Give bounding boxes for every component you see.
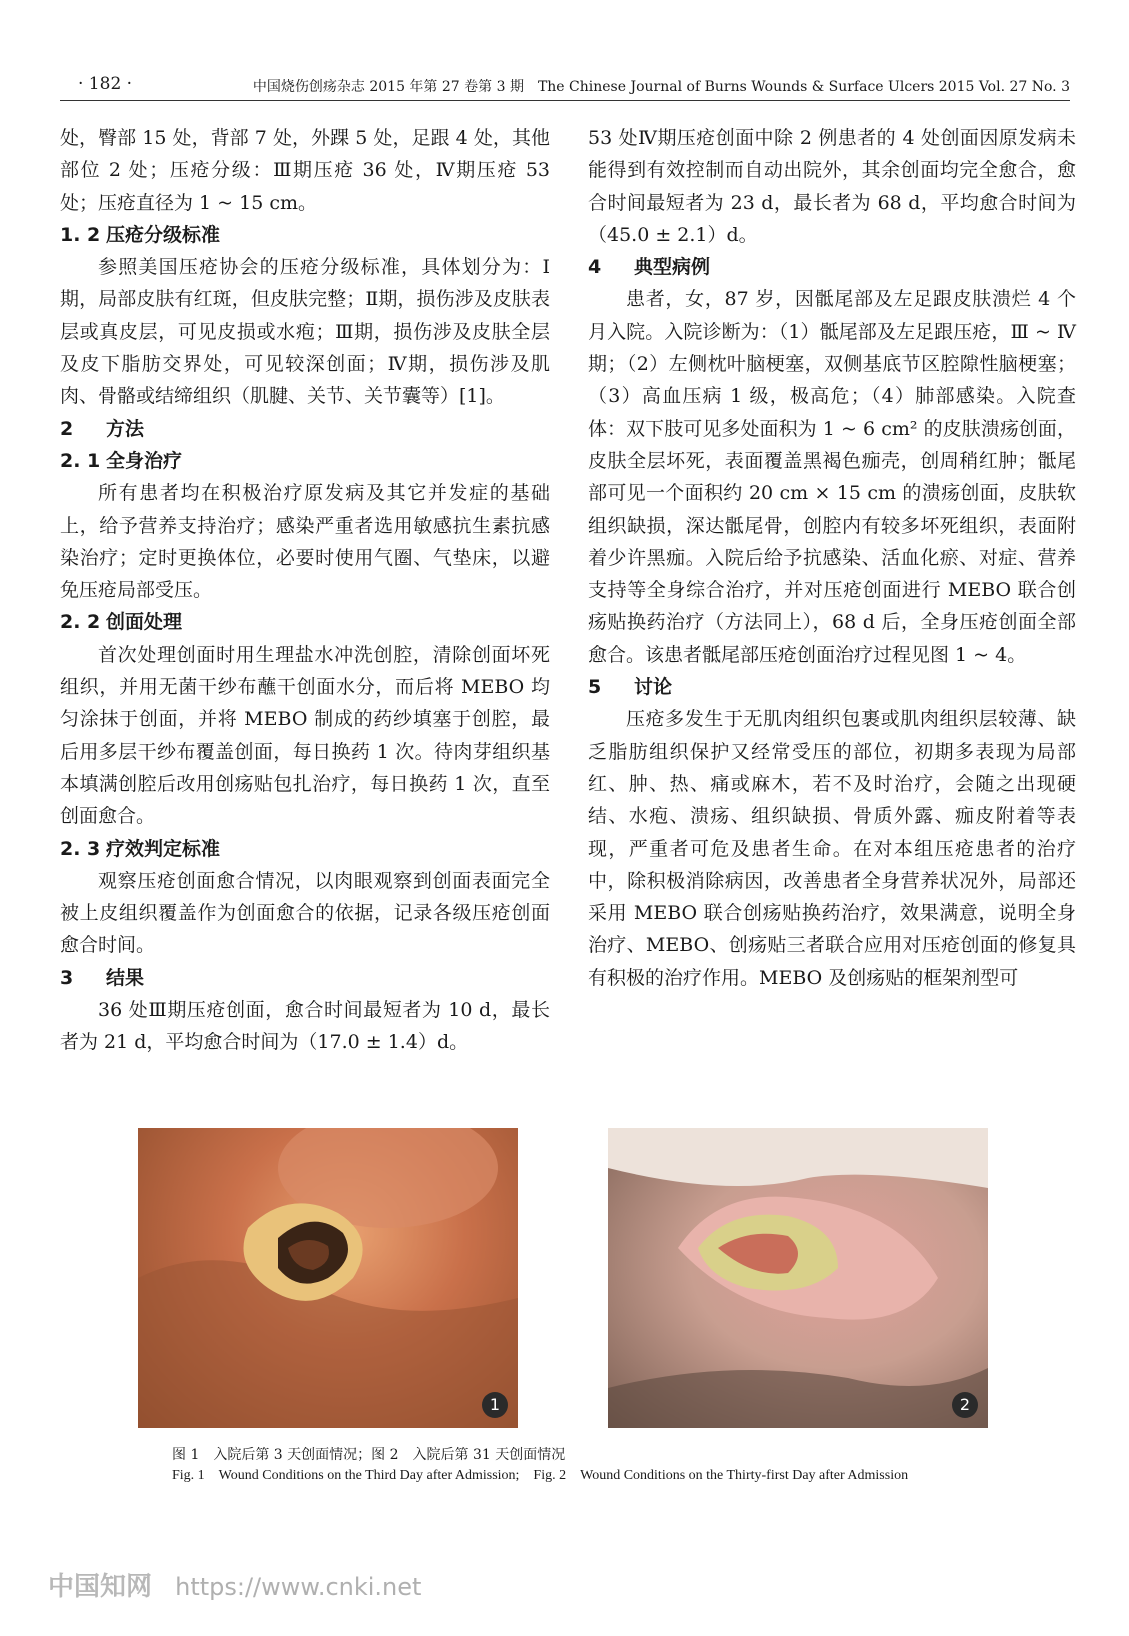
paragraph-efficacy-criteria: 观察压疮创面愈合情况，以肉眼观察到创面表面完全被上皮组织覆盖作为创面愈合的依据，记录各级压疮创面愈合时间。	[60, 869, 550, 957]
section-heading-2-3: 2. 3 疗效判定标准	[60, 837, 221, 860]
section-heading-2-1: 2. 1 全身治疗	[60, 449, 183, 472]
paragraph-wound-care: 首次处理创面时用生理盐水冲洗创腔，清除创面坏死组织，并用无菌干纱布蘸干创面水分，而后将 MEBO 均匀涂抹于创面，并将 MEBO 制成的药纱填塞于创腔，最后用多层干纱布覆盖创面，每日换药 1 次。待肉芽组织基本填满创腔后改用创疡贴包扎治疗，每日换药 1 次，直至创面愈合。	[60, 643, 550, 828]
figure-1-badge: 1	[482, 1392, 508, 1418]
figure-row	[120, 1128, 1040, 1428]
paragraph-discussion: 压疮多发生于无肌肉组织包裹或肌肉组织层较薄、缺乏脂肪组织保护又经常受压的部位，初期多表现为局部红、肿、热、痛或麻木，若不及时治疗，会随之出现硬结、水疱、溃疡、组织缺损、骨质外露、痂皮附着等表现，严重者可危及患者生命。在对本组压疮患者的治疗中，除积极消除病因，改善患者全身营养状况外，局部还采用 MEBO 联合创疡贴换药治疗，效果满意，说明全身治疗、MEBO、创疡贴三者联合应用对压疮创面的修复具有积极的治疗作用。MEBO 及创疡贴的框架剂型可	[588, 708, 1076, 989]
paragraph-results-continued: 53 处Ⅳ期压疮创面中除 2 例患者的 4 处创面因原发病未能得到有效控制而自动出院外，其余创面均完全愈合，愈合时间最短者为 23 d，最长者为 68 d，平均愈合时间为（45.0 ± 2.1）d。	[588, 127, 1076, 246]
left-column	[60, 122, 550, 1059]
figure-2-badge: 2	[952, 1392, 978, 1418]
section-heading-1-2: 1. 2 压疮分级标准	[60, 223, 221, 246]
running-header	[60, 72, 1070, 101]
figure-caption	[172, 1444, 972, 1486]
paragraph-continued: 处，臀部 15 处，背部 7 处，外踝 5 处，足跟 4 处，其他部位 2 处；压疮分级：Ⅲ期压疮 36 处，Ⅳ期压疮 53 处；压疮直径为 1 ~ 15 cm。	[60, 127, 550, 214]
cnki-watermark	[48, 1566, 421, 1603]
right-column	[588, 122, 1076, 994]
figure-caption-chinese: 图 1 入院后第 3 天创面情况；图 2 入院后第 31 天创面情况	[172, 1447, 566, 1463]
section-heading-2: 2 方法	[60, 417, 145, 440]
paragraph-staging-criteria: 参照美国压疮协会的压疮分级标准，具体划分为：Ⅰ期，局部皮肤有红斑，但皮肤完整；Ⅱ期，损伤涉及皮肤表层或真皮层，可见皮损或水疱；Ⅲ期，损伤涉及皮肤全层及皮下脂肪交界处，可见较深创面；Ⅳ期，损伤涉及肌肉、骨骼或结缔组织（肌腱、关节、关节囊等）[1]。	[60, 256, 550, 408]
section-heading-2-2: 2. 2 创面处理	[60, 611, 183, 634]
wound-photo-day-3	[138, 1128, 518, 1428]
cnki-url: https://www.cnki.net	[175, 1573, 422, 1601]
page-number: · 182 ·	[78, 74, 133, 94]
paragraph-systemic-treatment: 所有患者均在积极治疗原发病及其它并发症的基础上，给予营养支持治疗；感染严重者选用敏感抗生素抗感染治疗；定时更换体位，必要时使用气圈、气垫床，以避免压疮局部受压。	[60, 482, 550, 602]
cnki-logo: 中国知网	[48, 1572, 153, 1602]
section-heading-4: 4 典型病例	[588, 256, 711, 279]
wound-photo-day-31	[608, 1128, 988, 1428]
section-heading-5: 5 讨论	[588, 676, 673, 699]
paragraph-typical-case: 患者，女，87 岁，因骶尾部及左足跟皮肤溃烂 4 个月入院。入院诊断为：（1）骶尾部及左足跟压疮，Ⅲ ~ Ⅳ期；（2）左侧枕叶脑梗塞，双侧基底节区腔隙性脑梗塞；（3）高血压病 1 级，极高危；（4）肺部感染。入院查体：双下肢可见多处面积为 1 ~ 6 cm² 的皮肤溃疡创面，皮肤全层坏死，表面覆盖黑褐色痂壳，创周稍红肿；骶尾部可见一个面积约 20 cm × 15 cm 的溃疡创面，皮肤软组织缺损，深达骶尾骨，创腔内有较多坏死组织，表面附着少许黑痂。入院后给予抗感染、活血化瘀、对症、营养支持等全身综合治疗，并对压疮创面进行 MEBO 联合创疡贴换药治疗（方法同上），68 d 后，全身压疮创面全部愈合。该患者骶尾部压疮创面治疗过程见图 1 ~ 4。	[588, 288, 1076, 666]
journal-running-head: 中国烧伤创疡杂志 2015 年第 27 卷第 3 期 The Chinese Journal of Burns Wounds & Surface Ulcers 2015 Vol. 27 No. 3	[252, 79, 1070, 95]
paragraph-results: 36 处Ⅲ期压疮创面，愈合时间最短者为 10 d，最长者为 21 d，平均愈合时间为（17.0 ± 1.4）d。	[60, 999, 550, 1054]
figure-caption-english: Fig. 1 Wound Conditions on the Third Day after Admission; Fig. 2 Wound Conditions on the Thirty-first Day after Admission	[172, 1468, 909, 1483]
section-heading-3: 3 结果	[60, 966, 145, 989]
